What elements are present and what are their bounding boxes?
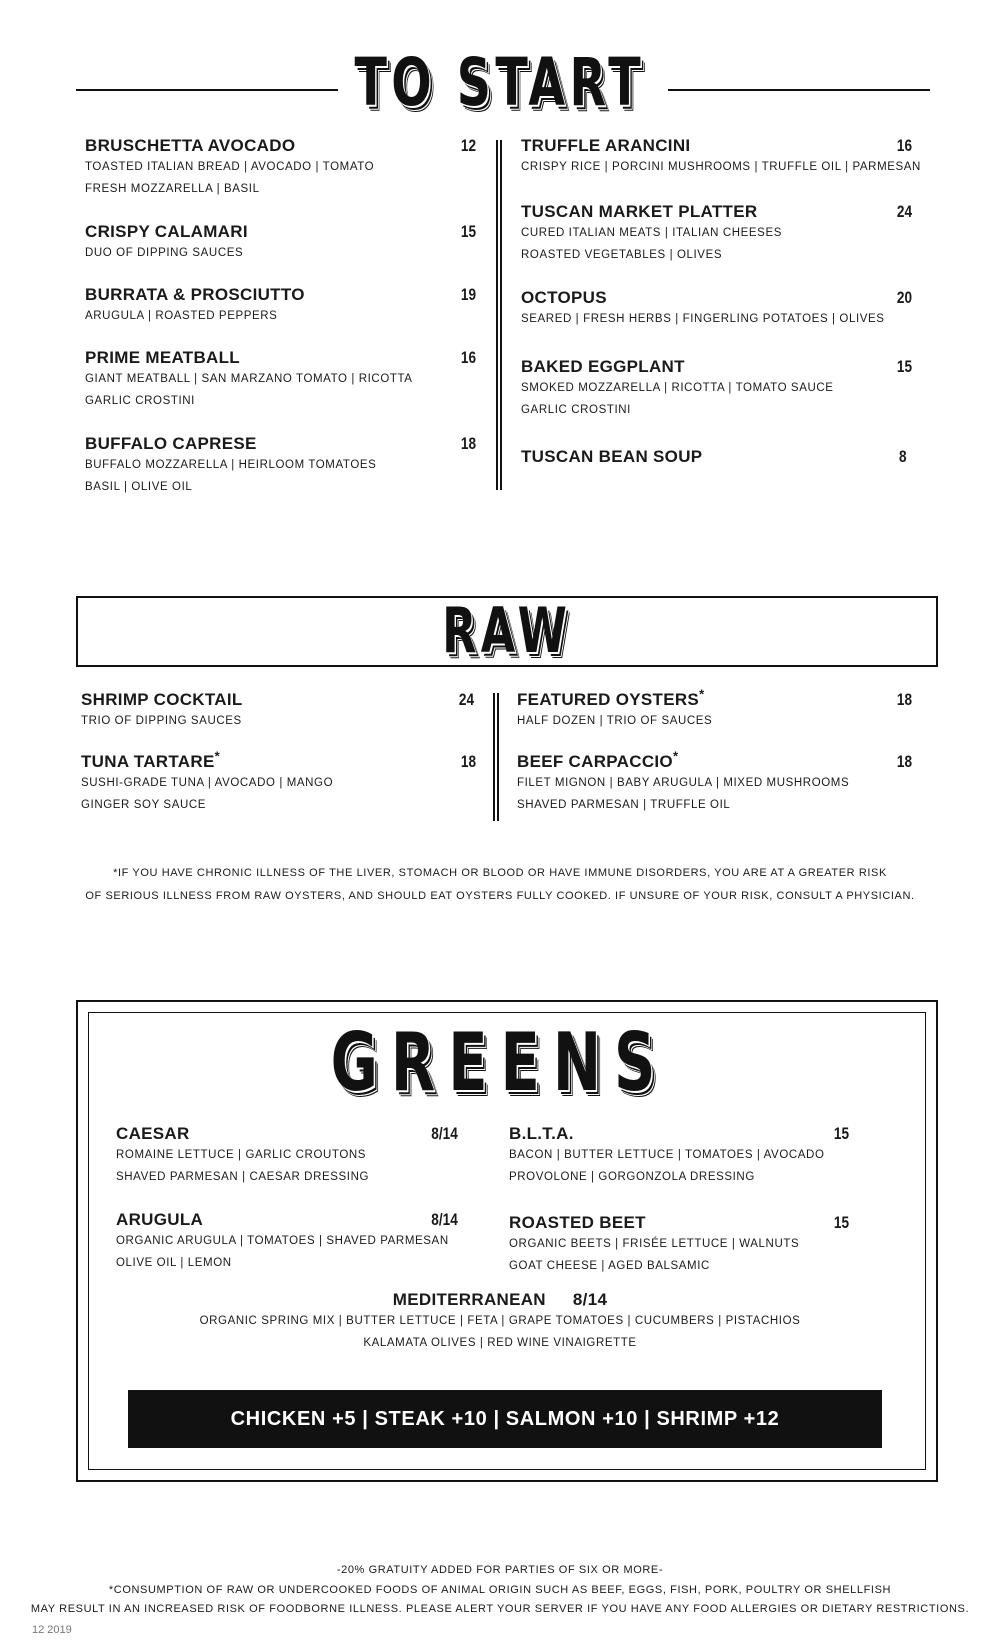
item-price: 16 xyxy=(896,136,913,155)
item-price: 15 xyxy=(896,357,913,376)
item-price: 20 xyxy=(896,288,913,307)
item-name: OCTOPUS xyxy=(521,288,607,307)
menu-item xyxy=(116,1124,369,1188)
item-price: 15 xyxy=(460,222,477,241)
item-name-text: BEEF CARPACCIO xyxy=(517,752,673,771)
item-name xyxy=(517,748,849,772)
footer-notes xyxy=(0,1561,1000,1620)
item-name xyxy=(81,748,333,772)
item-desc: ARUGULA | ROASTED PEPPERS xyxy=(85,310,278,322)
item-name-text: SHRIMP COCKTAIL xyxy=(81,690,243,709)
item-desc: TRIO OF DIPPING SAUCES xyxy=(81,715,242,727)
menu-item xyxy=(509,1124,825,1188)
item-name: TUSCAN BEAN SOUP xyxy=(521,447,703,466)
raw-warning-line: *IF YOU HAVE CHRONIC ILLNESS OF THE LIVER, STOMACH OR BLOOD OR HAVE IMMUNE DISORDERS, YOU ARE AT A GREATER RISK xyxy=(113,867,887,879)
item-name: ARUGULA xyxy=(116,1210,204,1229)
menu-item xyxy=(521,357,834,421)
mediterranean-price: 8/14 xyxy=(572,1290,608,1309)
item-name-text: FEATURED OYSTERS xyxy=(517,690,700,709)
item-desc: ROASTED VEGETABLES | OLIVES xyxy=(521,249,723,261)
item-price: 8/14 xyxy=(431,1124,458,1143)
menu-item xyxy=(85,136,374,200)
menu-item xyxy=(521,288,885,330)
raw-warning xyxy=(0,862,1000,908)
raw-warning-line: OF SERIOUS ILLNESS FROM RAW OYSTERS, AND SHOULD EAT OYSTERS FULLY COOKED. IF UNSURE OF YOUR RISK, CONSULT A PHYSICIAN. xyxy=(85,890,915,902)
consumption-warning: *CONSUMPTION OF RAW OR UNDERCOOKED FOODS OF ANIMAL ORIGIN SUCH AS BEEF, EGGS, FISH, PORK, POULTRY OR SHELLFISH xyxy=(108,1583,892,1596)
item-name: BURRATA & PROSCIUTTO xyxy=(85,285,305,304)
item-name: BUFFALO CAPRESE xyxy=(85,434,257,453)
item-desc: CRISPY RICE | PORCINI MUSHROOMS | TRUFFLE OIL | PARMESAN xyxy=(521,161,921,173)
item-desc: GINGER SOY SAUCE xyxy=(81,799,207,811)
greens-heading-wrap xyxy=(0,1016,1000,1109)
item-name: BAKED EGGPLANT xyxy=(521,357,685,376)
item-desc: ROMAINE LETTUCE | GARLIC CROUTONS xyxy=(116,1149,367,1161)
mediterranean-name: MEDITERRANEAN xyxy=(392,1290,546,1309)
menu-item xyxy=(517,748,850,816)
menu-item xyxy=(509,1213,799,1277)
item-desc: FILET MIGNON | BABY ARUGULA | MIXED MUSHROOMS xyxy=(517,777,850,789)
item-name: CRISPY CALAMARI xyxy=(85,222,248,241)
tostart-column-divider xyxy=(496,140,502,490)
item-desc: DUO OF DIPPING SAUCES xyxy=(85,247,244,259)
item-price: 15 xyxy=(833,1124,850,1143)
item-desc: GIANT MEATBALL | SAN MARZANO TOMATO | RICOTTA xyxy=(85,373,413,385)
item-price: 24 xyxy=(896,202,913,221)
gratuity-note: -20% GRATUITY ADDED FOR PARTIES OF SIX OR MORE- xyxy=(336,1564,664,1576)
item-name xyxy=(517,686,712,710)
item-name xyxy=(81,690,243,710)
item-desc: OLIVE OIL | LEMON xyxy=(116,1257,232,1269)
item-desc: ORGANIC ARUGULA | TOMATOES | SHAVED PARMESAN xyxy=(116,1235,449,1247)
menu-item xyxy=(521,202,782,266)
tostart-heading-wrap xyxy=(0,44,1000,121)
protein-addons-bar: CHICKEN +5 | STEAK +10 | SALMON +10 | SHRIMP +12 xyxy=(128,1390,882,1448)
raw-star: * xyxy=(672,748,679,764)
item-name xyxy=(0,1290,1000,1310)
item-desc: BUFFALO MOZZARELLA | HEIRLOOM TOMATOES xyxy=(85,459,377,471)
item-name-text: TUNA TARTARE xyxy=(81,752,215,771)
item-price: 8 xyxy=(898,447,907,466)
item-desc: SHAVED PARMESAN | CAESAR DRESSING xyxy=(116,1171,370,1183)
item-price: 15 xyxy=(833,1213,850,1232)
item-desc: GARLIC CROSTINI xyxy=(521,404,631,416)
raw-heading-wrap xyxy=(78,594,936,667)
item-desc: BASIL | OLIVE OIL xyxy=(85,481,193,493)
menu-item xyxy=(116,1210,449,1274)
item-price: 18 xyxy=(460,752,477,771)
raw-column-divider xyxy=(493,693,499,821)
menu-item xyxy=(521,136,921,178)
tostart-heading: TO START xyxy=(354,44,646,121)
item-desc: SEARED | FRESH HERBS | FINGERLING POTATOES | OLIVES xyxy=(521,313,885,325)
raw-star: * xyxy=(699,686,705,702)
item-desc: BACON | BUTTER LETTUCE | TOMATOES | AVOCADO xyxy=(509,1149,825,1161)
item-desc: CURED ITALIAN MEATS | ITALIAN CHEESES xyxy=(521,227,782,239)
item-price: 16 xyxy=(460,348,477,367)
raw-heading: RAW xyxy=(442,594,572,667)
item-desc: SUSHI-GRADE TUNA | AVOCADO | MANGO xyxy=(81,777,334,789)
item-desc: FRESH MOZZARELLA | BASIL xyxy=(85,183,260,195)
item-price: 12 xyxy=(460,136,477,155)
raw-star: * xyxy=(214,748,220,764)
item-name: TRUFFLE ARANCINI xyxy=(521,136,691,155)
menu-item xyxy=(517,686,713,732)
item-price: 8/14 xyxy=(431,1210,458,1229)
item-name: ROASTED BEET xyxy=(509,1213,646,1232)
menu-item xyxy=(85,434,376,498)
menu-item xyxy=(521,447,702,467)
item-desc: HALF DOZEN | TRIO OF SAUCES xyxy=(517,715,713,727)
item-desc: ORGANIC SPRING MIX | BUTTER LETTUCE | FETA | GRAPE TOMATOES | CUCUMBERS | PISTACHIOS xyxy=(199,1315,801,1327)
item-desc: SMOKED MOZZARELLA | RICOTTA | TOMATO SAUCE xyxy=(521,382,834,394)
menu-item xyxy=(81,748,334,816)
item-price: 18 xyxy=(896,752,913,771)
item-price: 18 xyxy=(460,434,477,453)
item-desc: PROVOLONE | GORGONZOLA DRESSING xyxy=(509,1171,755,1183)
date-stamp: 12 2019 xyxy=(32,1624,72,1636)
greens-heading: GREENS xyxy=(331,1016,669,1109)
item-desc: SHAVED PARMESAN | TRUFFLE OIL xyxy=(517,799,731,811)
menu-item xyxy=(85,222,248,264)
mediterranean-item xyxy=(0,1290,1000,1354)
item-price: 19 xyxy=(460,285,477,304)
item-desc: GOAT CHEESE | AGED BALSAMIC xyxy=(509,1260,710,1272)
item-name: PRIME MEATBALL xyxy=(85,348,240,367)
item-name: B.L.T.A. xyxy=(509,1124,574,1143)
item-price: 24 xyxy=(458,690,475,709)
item-price: 18 xyxy=(896,690,913,709)
item-desc: KALAMATA OLIVES | RED WINE VINAIGRETTE xyxy=(363,1337,637,1349)
item-name: BRUSCHETTA AVOCADO xyxy=(85,136,296,155)
item-desc: GARLIC CROSTINI xyxy=(85,395,195,407)
item-name: TUSCAN MARKET PLATTER xyxy=(521,202,758,221)
item-desc: ORGANIC BEETS | FRISÉE LETTUCE | WALNUTS xyxy=(509,1238,800,1250)
item-name: CAESAR xyxy=(116,1124,190,1143)
menu-item xyxy=(85,285,305,327)
menu-item xyxy=(81,690,243,732)
consumption-warning-cont: MAY RESULT IN AN INCREASED RISK OF FOODBORNE ILLNESS. PLEASE ALERT YOUR SERVER IF YOU HAVE ANY FOOD ALLERGIES OR DIETARY RESTRICTIONS. xyxy=(30,1603,970,1615)
raw-header-box xyxy=(76,596,938,667)
menu-item xyxy=(85,348,413,412)
item-desc: TOASTED ITALIAN BREAD | AVOCADO | TOMATO xyxy=(85,161,375,173)
